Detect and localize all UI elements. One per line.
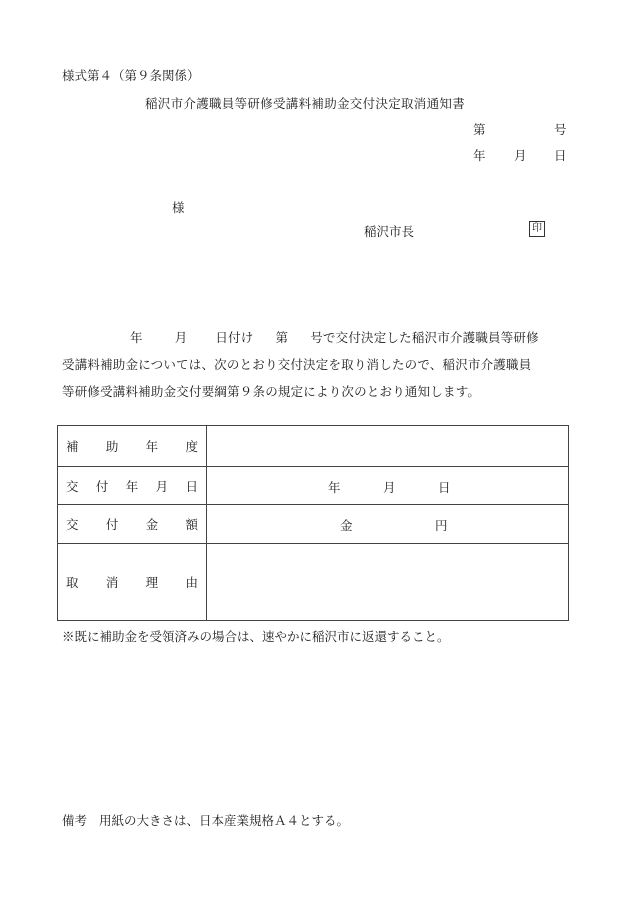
issue-date-month: 月 — [514, 148, 527, 163]
body-year: 年 — [130, 330, 143, 345]
grant-date-day: 日 — [438, 480, 451, 495]
label-char: 付 — [95, 478, 109, 494]
label-char: 付 — [105, 517, 119, 532]
form-number: 様式第４（第９条関係） — [62, 68, 200, 83]
row-label-cancel-reason — [58, 544, 207, 621]
label-char: 月 — [155, 478, 169, 494]
issuer-name: 稲沢市長 — [364, 224, 415, 239]
remarks — [62, 811, 349, 829]
label-char: 交 — [66, 478, 79, 494]
body-line-3: 等研修受講料補助金交付要綱第９条の規定により次のとおり通知します。 — [62, 384, 481, 399]
body-date-suffix: 日付け — [215, 330, 254, 345]
notice-body — [62, 324, 572, 405]
refund-note: ※既に補助金を受領済みの場合は、速やかに稲沢市に返還すること。 — [62, 629, 450, 644]
issue-date-year: 年 — [473, 148, 486, 163]
details-table — [57, 425, 569, 621]
row-label-subsidy-year — [58, 426, 207, 467]
body-line-2: 受講料補助金については、次のとおり交付決定を取り消したので、稲沢市介護職員 — [62, 357, 532, 372]
label-char: 助 — [105, 439, 119, 454]
seal-mark: 印 — [529, 221, 545, 237]
label-char: 交 — [66, 517, 79, 532]
table-row — [58, 467, 569, 505]
grant-date-month: 月 — [383, 480, 396, 495]
label-char: 理 — [145, 575, 159, 590]
body-line-1-text: 号で交付決定した稲沢市介護職員等研修 — [310, 330, 539, 345]
label-char: 年 — [145, 439, 159, 454]
amount-unit: 円 — [435, 518, 448, 533]
issue-date-day: 日 — [554, 148, 567, 163]
label-char: 消 — [105, 575, 119, 590]
label-char: 日 — [185, 478, 198, 494]
row-value-grant-amount — [207, 505, 569, 544]
document-number-suffix: 号 — [554, 122, 567, 137]
body-number-label: 第 — [275, 330, 289, 345]
table-row — [58, 505, 569, 544]
addressee-honorific: 様 — [172, 200, 185, 215]
label-char: 金 — [145, 517, 159, 532]
row-label-grant-amount — [58, 505, 207, 544]
amount-prefix: 金 — [340, 518, 353, 533]
table-row — [58, 544, 569, 621]
label-char: 度 — [185, 439, 198, 454]
row-value-cancel-reason — [207, 544, 569, 621]
label-char: 年 — [125, 478, 139, 494]
row-value-grant-date — [207, 467, 569, 505]
label-char: 由 — [185, 575, 198, 590]
body-month: 月 — [174, 330, 188, 345]
table-row — [58, 426, 569, 467]
body-line-1 — [62, 324, 572, 351]
row-label-grant-date — [58, 467, 207, 505]
label-char: 取 — [66, 575, 79, 590]
grant-date-year: 年 — [328, 480, 341, 495]
label-char: 補 — [66, 439, 79, 454]
document-number-label: 第 — [473, 122, 486, 137]
document-title: 稲沢市介護職員等研修受講料補助金交付決定取消通知書 — [145, 96, 466, 111]
label-char: 額 — [185, 517, 198, 532]
row-value-subsidy-year — [207, 426, 569, 467]
remarks-text: 用紙の大きさは、日本産業規格Ａ４とする。 — [99, 813, 350, 828]
remarks-label: 備考 — [62, 813, 88, 828]
